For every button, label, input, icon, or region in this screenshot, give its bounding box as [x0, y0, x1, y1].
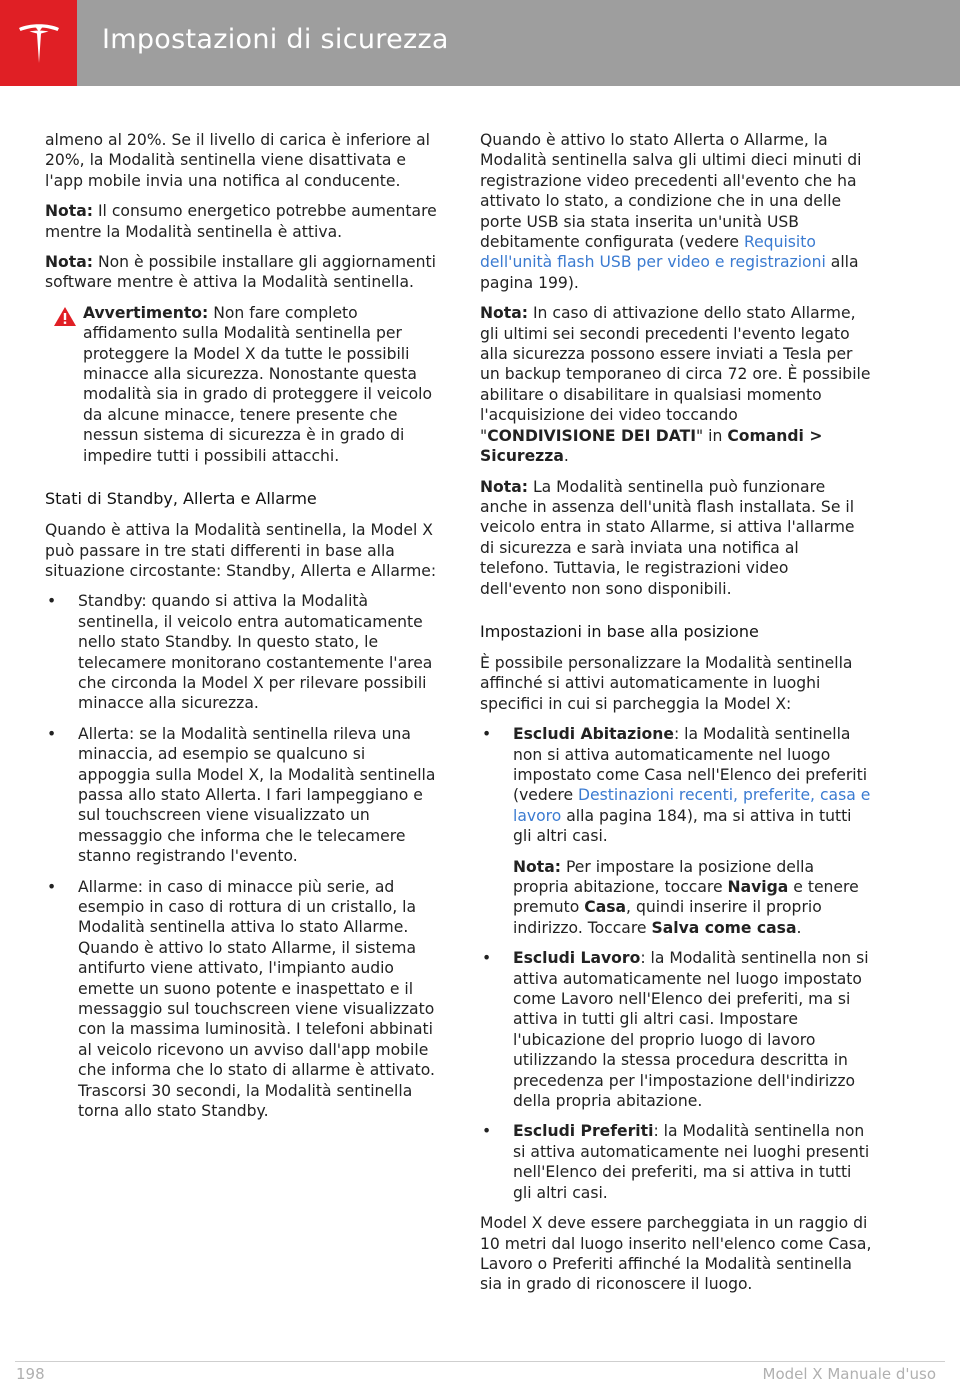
paragraph [480, 130, 872, 293]
note-label: Nota: [513, 857, 561, 876]
note-text: " in [696, 426, 728, 445]
manual-title: Model X Manuale d'uso [762, 1365, 936, 1383]
ui-term: Salva come casa [651, 918, 797, 937]
usb-requirement-link[interactable]: Requisito dell'unità flash USB per video e registrazioni [480, 233, 826, 272]
warning-icon [53, 306, 77, 327]
paragraph-text: alla pagina 199). [480, 253, 859, 292]
list-item-text: Allerta: se la Modalità sentinella rileva una minaccia, ad esempio se qualcuno si appoggia sulla Model X, la Modalità sentinella passa allo stato Allerta. I fari lampeggiano e sul touchscreen viene visualizzato un messaggio che informa che le telecamere stanno registrando l'evento. [78, 724, 436, 866]
list-item [45, 724, 437, 867]
list-item-text: : la Modalità sentinella non si attiva automaticamente nei luoghi presenti nell'Elenco dei preferiti, ma si attiva in tutti gli altri casi. [513, 1122, 870, 1202]
ui-term: Naviga [727, 878, 789, 896]
tesla-logo-icon [15, 19, 63, 67]
warning-text: Non fare completo affidamento sulla Modalità sentinella per proteggere la Model X da tutte le possibili minacce alla sicurezza. Nonostante questa modalità sia in grado di proteggere il veicolo da alcune minacce, tenere presente che nessun sistema di sicurezza è in grado di impedire tutti i possibili attacchi. [83, 303, 433, 465]
bullet: • [47, 877, 57, 896]
note-text: In caso di attivazione dello stato Allarme, gli ultimi sei secondi precedenti l'evento legato alla sicurezza possono essere inviati a Tesla per un backup temporaneo di circa 72 ore. È possibile abilitare o disabilitare in qualsiasi momento l'acquisizione dei video toccando " [480, 304, 871, 445]
list-item-text: alla pagina 184), ma si attiva in tutti gli altri casi. [513, 806, 852, 846]
left-column [45, 130, 437, 1131]
destinations-link[interactable]: Destinazioni recenti, preferite, casa e lavoro [513, 786, 871, 825]
option-label: Escludi Preferiti [513, 1122, 654, 1141]
bullet: • [482, 949, 492, 968]
list-item [45, 591, 437, 713]
page-title: Impostazioni di sicurezza [102, 24, 449, 55]
right-column [480, 130, 872, 1305]
list-item [480, 1121, 872, 1203]
note-label: Nota: [45, 202, 93, 221]
warning-label: Avvertimento: [83, 303, 209, 322]
ui-term: CONDIVISIONE DEI DATI [487, 426, 697, 445]
note-text: Non è possibile installare gli aggiornamenti software mentre è attiva la Modalità sentinella. [45, 253, 436, 292]
list-item-text: Allarme: in caso di minacce più serie, ad esempio in caso di rottura di un cristallo, la Modalità sentinella attiva lo stato Allarme. Quando è attivo lo stato Allarme, il sistema antifurto viene attivato, l'impianto audio emette un suono potente e inaspettato e il messaggio sul touchscreen viene visualizzato con la massima luminosità. I telefoni abbinati al veicolo ricevono un avviso dall'app mobile che informa che lo stato di allarme è attivato. Trascorsi 30 secondi, la Modalità sentinella torna allo stato Standby. [78, 877, 435, 1121]
bullet: • [47, 724, 57, 743]
list-item-text: : la Modalità sentinella non si attiva automaticamente nel luogo impostato come Lavoro nell'Elenco dei preferiti, ma si attiva in tutti gli altri casi. Impostare l'ubicazione del proprio luogo di lavoro utilizzando la stessa procedura descritta in precedenza per l'impostazione dell'indirizzo della propria abitazione. [513, 949, 869, 1111]
bullet: • [482, 1122, 492, 1141]
note [45, 201, 437, 242]
ui-term: Casa [584, 898, 627, 917]
note-text: . [796, 918, 802, 937]
note-text: Il consumo energetico potrebbe aumentare mentre la Modalità sentinella è attiva. [45, 202, 437, 241]
section-heading: Stati di Standby, Allerta e Allarme [45, 489, 317, 509]
option-label: Escludi Lavoro [513, 949, 641, 968]
page-header [0, 0, 960, 86]
note-text: , quindi inserire il proprio indirizzo. Toccare [513, 898, 822, 937]
page-number: 198 [16, 1365, 45, 1383]
note-label: Nota: [480, 304, 528, 323]
paragraph: Quando è attiva la Modalità sentinella, la Model X può passare in tre stati differenti in base alla situazione circostante: Standby, Allerta e Allarme: [45, 521, 437, 580]
note-text: . [563, 447, 569, 466]
note [45, 252, 437, 293]
note [480, 303, 872, 466]
states-list [45, 591, 437, 1121]
note [513, 857, 872, 939]
list-item-text: : la Modalità sentinella non si attiva automaticamente nel luogo impostato come Casa nell'Elenco dei preferiti (vedere [513, 725, 868, 805]
note-label: Nota: [480, 477, 528, 496]
location-settings-list [480, 724, 872, 1203]
section-heading: Impostazioni in base alla posizione [480, 621, 759, 641]
note [480, 477, 872, 599]
note-text: e tenere premuto [513, 878, 859, 917]
list-item [480, 948, 872, 1111]
paragraph: Model X deve essere parcheggiata in un raggio di 10 metri dal luogo inserito nell'elenco come Casa, Lavoro o Preferiti affinché la Modalità sentinella sia in grado di riconoscere il luogo. [480, 1214, 872, 1294]
list-item [480, 724, 872, 938]
footer-divider [15, 1361, 945, 1362]
paragraph-text: Quando è attivo lo stato Allerta o Allarme, la Modalità sentinella salva gli ultimi dieci minuti di registrazione video precedenti all'evento che ha attivato lo stato, a condizione che in una delle porte USB sia stata inserita un'unità USB debitamente configurata (vedere [480, 131, 862, 252]
paragraph: È possibile personalizzare la Modalità sentinella affinché si attivi automaticamente in luoghi specifici in cui si parcheggia la Model X: [480, 653, 853, 713]
bullet: • [47, 592, 57, 611]
warning-block [45, 303, 437, 466]
ui-term: Comandi > Sicurezza [480, 426, 823, 466]
note-label: Nota: [45, 253, 93, 272]
note-text: Per impostare la posizione della propria abitazione, toccare [513, 857, 815, 896]
list-item-text: Standby: quando si attiva la Modalità sentinella, il veicolo entra automaticamente nello stato Standby. In questo stato, le telecamere monitorano costantemente l'area che circonda la Model X per rilevare possibili minacce alla sicurezza. [78, 592, 433, 713]
paragraph: almeno al 20%. Se il livello di carica è inferiore al 20%, la Modalità sentinella viene disattivata e l'app mobile invia una notifica al conducente. [45, 131, 430, 190]
bullet: • [482, 725, 492, 744]
option-label: Escludi Abitazione [513, 725, 674, 744]
list-item [45, 877, 437, 1122]
brand-logo [0, 0, 77, 86]
note-text: La Modalità sentinella può funzionare anche in assenza dell'unità flash installata. Se il veicolo entra in stato Allarme, si attiva l'allarme di sicurezza e sarà inviata una notifica al telefono. Tuttavia, le registrazioni video dell'evento non sono disponibili. [480, 477, 855, 598]
